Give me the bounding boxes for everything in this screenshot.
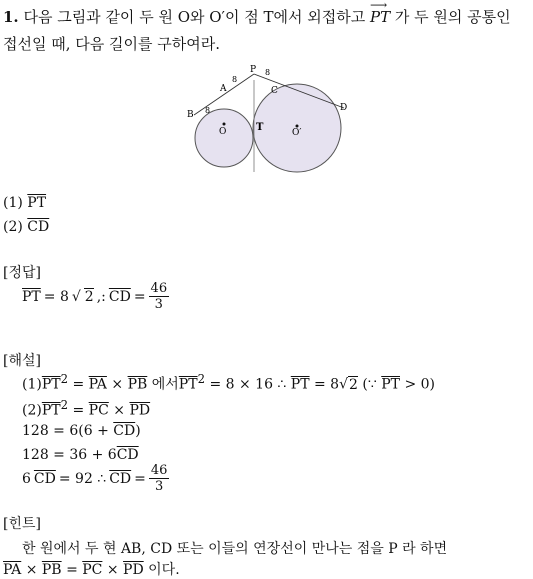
sol1-paren-a: (∵ [362, 376, 377, 393]
sol5-eq: = [134, 470, 146, 487]
sol3-a: 128 = 6(6 + [22, 423, 109, 439]
hint-pc: $\overline{PC}$ [82, 562, 103, 578]
solution-line-1: $(1)\overline{PT}^2 = \overline{PA} \times \overline{PB}$ 에서$\overline{PT}^2 = 8 \times 16$ ∴ $\overline{PT} = 8√2$ (∵ $\overline{PT} > 0$) [22, 372, 435, 393]
vector-pt [369, 0, 395, 26]
answer-sqrt-value: 2 [84, 289, 94, 305]
answer-fraction-den: 3 [154, 297, 163, 312]
answer-header: [정답] [3, 265, 41, 281]
label-c: C [271, 86, 278, 96]
solution-line-5 [22, 463, 169, 494]
sol1-pb: $\overline{PB}$ [127, 376, 148, 393]
sol5-cd: $\overline{CD}$ [33, 470, 56, 487]
sol5-fraction [149, 463, 170, 494]
hint-eq: = [66, 562, 78, 578]
label-o: O [219, 127, 227, 137]
sol2-pc: $\overline{PC}$ [88, 402, 109, 419]
sol5-b: = 92 ∴ [58, 470, 107, 487]
solution-header: [해설] [3, 353, 41, 369]
problem-line1-b: 가 두 원의 공통인 [394, 8, 511, 26]
answer-eq2: = [133, 288, 146, 305]
question-1 [3, 195, 46, 211]
answer-fraction-num: 46 [150, 281, 168, 296]
answer-eq1: = 8 [43, 288, 69, 305]
question-2-segment: $\overline{CD}$ [27, 219, 50, 235]
problem-text-line2: 접선일 때, 다음 길이를 구하여라. [3, 35, 220, 53]
circle-o [195, 109, 253, 167]
sol5-fraction-den: 3 [155, 479, 164, 494]
sol1-num: (1) [22, 376, 42, 393]
label-p: P [250, 65, 257, 75]
sol2-num: (2) [22, 402, 42, 419]
sol5-cd2: $\overline{CD}$ [109, 470, 132, 487]
sol1-res: = 8 [314, 376, 340, 393]
solution-line-2 [22, 398, 150, 419]
hint-pd: $\overline{PD}$ [123, 562, 144, 578]
sol1-pt2: $\overline{PT}$ [178, 376, 198, 393]
sol5-a: 6 [22, 470, 31, 487]
hint-line-1: 한 원에서 두 현 AB, CD 또는 이들의 연장선이 만나는 점을 P 라 하면 [22, 541, 448, 557]
sol1-pa: $\overline{PA}$ [88, 376, 107, 393]
sol1-sqrt: 2 [349, 376, 358, 393]
sol1-word: 에서 [151, 376, 179, 393]
sol3-b: ) [135, 423, 141, 439]
vector-pt-label: PT [369, 8, 391, 26]
sol1-eq: = [72, 376, 85, 393]
label-d: D [340, 103, 348, 113]
problem-number: 1. [3, 8, 19, 26]
sol2-pd: $\overline{PD}$ [129, 402, 151, 419]
solution-line-3 [22, 423, 141, 439]
sol1-sq2: 2 [197, 372, 205, 386]
center-o-dot [223, 123, 226, 126]
answer-separator: ,: [96, 288, 106, 305]
question-1-segment: $\overline{PT}$ [27, 195, 47, 211]
hint-header: [힌트] [3, 516, 41, 532]
question-2 [3, 219, 49, 235]
sol3-cd: $\overline{CD}$ [113, 423, 136, 439]
sol1-sq: 2 [60, 372, 69, 386]
sol2-sq: 2 [60, 398, 69, 412]
sol1-paren-b: > 0) [404, 376, 435, 393]
sol5-fraction-num: 46 [150, 463, 168, 478]
sol1-pt: $\overline{PT}$ [41, 376, 61, 393]
problem-text-line1 [3, 0, 511, 27]
sol2-pt: $\overline{PT}$ [41, 402, 61, 419]
sol2-times: × [113, 402, 125, 419]
label-pa-length: 8 [232, 75, 238, 84]
question-2-number: (2) [3, 219, 23, 235]
sol1-pt3: $\overline{PT}$ [290, 376, 310, 393]
hint-line-2 [3, 559, 180, 579]
question-1-number: (1) [3, 195, 23, 211]
tangent-circles-figure [180, 60, 360, 175]
label-a: A [220, 84, 227, 94]
sol4-cd: $\overline{CD}$ [116, 447, 139, 463]
sol1-pt4: $\overline{PT}$ [381, 376, 400, 393]
label-t: T [256, 122, 264, 133]
label-b: B [187, 110, 194, 120]
sol1-times: × [111, 376, 124, 393]
hint-tail: 이다. [148, 562, 180, 578]
solution-line-4 [22, 447, 139, 463]
hint-times-2: × [106, 562, 119, 578]
sol4-a: 128 = 36 + 6 [22, 447, 117, 463]
label-o-prime: O′ [292, 128, 302, 138]
problem-line1-a: 다음 그림과 같이 두 원 O와 O′이 점 T에서 외접하고 [23, 8, 366, 26]
answer-cd: $\overline{CD}$ [108, 288, 131, 305]
hint-pa: $\overline{PA}$ [3, 562, 22, 578]
label-pc-length: 8 [265, 68, 271, 77]
hint-pb: $\overline{PB}$ [41, 562, 62, 578]
label-ab-length: 8 [205, 106, 211, 115]
answer-pt: $\overline{PT}$ [22, 288, 41, 305]
answer-fraction [149, 281, 170, 312]
hint-times-1: × [25, 562, 38, 578]
answer-line: $\overline{PT}$ = 8 √ 2 ,: $\overline{CD}$ = $\frac{46}{3}$ [22, 281, 168, 312]
sol1-val: = 8 × 16 ∴ [209, 376, 287, 393]
vector-arrow-icon: ⟶ [369, 0, 388, 12]
sol2-eq: = [72, 402, 85, 419]
